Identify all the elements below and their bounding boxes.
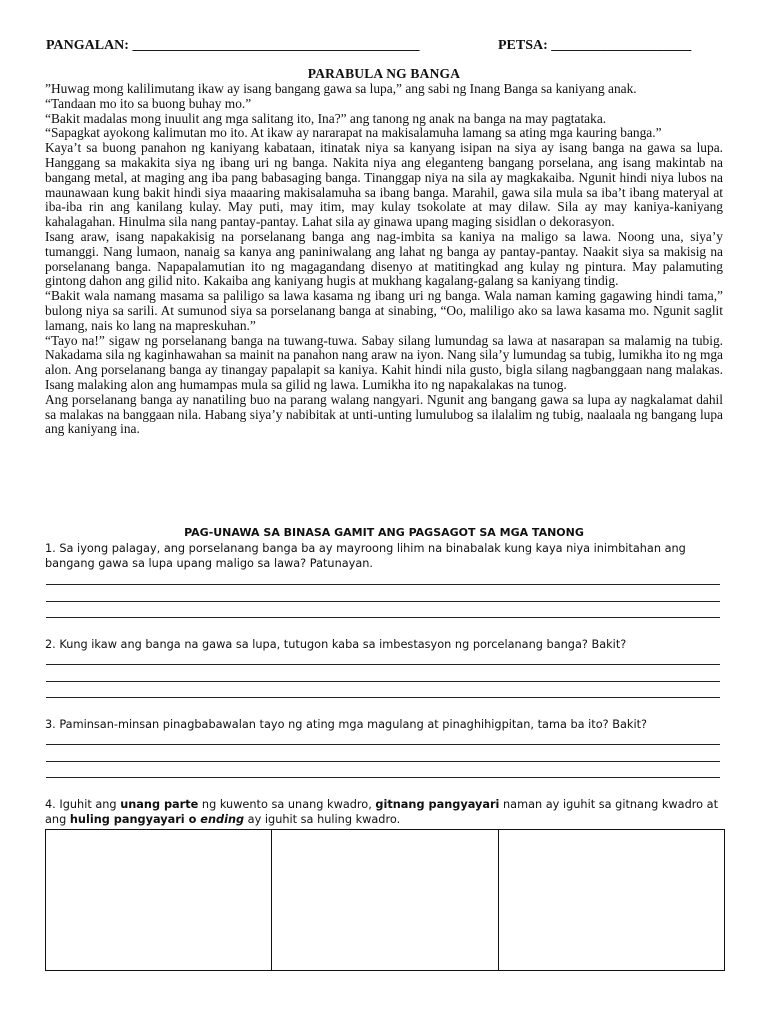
name-field-label: PANGALAN: _________________________________________ — [46, 38, 420, 53]
q4-text: naman ay iguhit sa gitnang kwadro at ang — [45, 798, 719, 826]
story-paragraph: Ang porselanang banga ay nanatiling buo na parang walang nangyari. Ngunit ang bangang gawa sa lupa ay nagkalamat dahil sa malakas na banggaan nila. Habang siya’y nabibitak at unti-unting lumulubog sa ilalalim ng tubig, naalaala ng bangang lupa ang kaniyang ina. — [45, 391, 723, 437]
q4-text: ng kuwento sa unang kwadro, — [198, 798, 376, 811]
q4-bold-last-event: huling pangyayari o — [69, 813, 201, 826]
answer-line[interactable] — [46, 664, 720, 665]
q4-text: 4. Iguhit ang — [45, 798, 121, 811]
q4-bold-first-part: unang parte — [120, 798, 199, 811]
story-title: PARABULA NG BANGA — [307, 66, 461, 81]
answer-line[interactable] — [46, 584, 720, 585]
answer-line[interactable] — [46, 777, 720, 778]
story-paragraph: Kaya’t sa buong panahon ng kaniyang kabataan, itinatak niya sa kanyang isipan na siya ay isang banga na gawa sa lupa. Hanggang sa makakita siya ng ibang uri ng banga. Nakita niya ang eleganteng bangang porselana, ang isang makintab na bangang metal, at maging ang iba pang babasaging banga. Tinanggap niya na sila ay magkakaiba. Ngunit hindi niya lubos na maunawaan kung bakit hindi siya maaaring makisalamuha sa ibang banga. Marahil, gawa sila mula sa iba’t ibang materyal at iba-iba rin ang kanilang kulay. May puti, may itim, may kulay tsokolate at may dilaw. Sila ay may kaniya-kaniyang kahalagahan. Hinulma sila nang pantay-pantay. Lahat sila ay ginawa upang maging sisidlan o dekorasyon. — [45, 140, 723, 230]
questions-heading: PAG-UNAWA SA BINASA GAMIT ANG PAGSAGOT SA MGA TANONG — [184, 526, 584, 539]
answer-line[interactable] — [46, 744, 720, 745]
drawing-box-last[interactable] — [499, 830, 724, 970]
answer-line[interactable] — [46, 617, 720, 618]
answer-line[interactable] — [46, 697, 720, 698]
story-paragraph: “Tayo na!” sigaw ng porselanang banga na tuwang-tuwa. Sabay silang lumundag sa lawa at nasarapan sa malamig na tubig. Nakadama sila ng kaginhawahan sa mainit na panahon nang araw na iyon. Nang sila’y lumundag sa tubig, lumikha ito ng mga alon. Ang porselanang banga ay tinangay papalapit sa kaniya. Kahit hindi nila gusto, bigla silang nagbanggaan nang malakas. Isang malaking alon ang humampas mula sa gilid ng lawa. Lumikha ito ng napakalakas na tunog. — [45, 332, 723, 392]
worksheet-header — [46, 38, 722, 58]
drawing-box-first[interactable] — [46, 830, 272, 970]
q4-text: ay iguhit sa huling kwadro. — [244, 813, 401, 826]
story-paragraph: “Sapagkat ayokong kalimutan mo ito. At ikaw ay nararapat na makisalamuha lamang sa ating mga kauring banga.” — [45, 125, 662, 141]
story-paragraph: “Bakit madalas mong inuulit ang mga salitang ito, Ina?” ang tanong ng anak na banga na may pagtataka. — [45, 110, 607, 126]
q4-bold-middle-event: gitnang pangyayari — [375, 798, 500, 811]
story-paragraph: Isang araw, isang napakakisig na porselanang banga ang nag-imbita sa kaniya na maligo sa lawa. Noong una, siya’y tumanggi. Nang lumaon, nanaig sa kanya ang paniniwalang ang lahat ng banga ay pantay-pantay. Naakit siya sa makisig na porselanang banga. Napapalamutian ito ng magagandang disenyo at matitingkad ang kulay ng pintura. May palamuting gintong dahon ang gilid nito. Kakaiba ang kaniyang hugis at mukhang kagalang-galang sa kaniyang tindig. — [45, 228, 723, 289]
drawing-box-middle[interactable] — [272, 830, 498, 970]
question-3: 3. Paminsan-minsan pinagbabawalan tayo ng ating mga magulang at pinaghihigpitan, tama ba ito? Bakit? — [45, 718, 648, 731]
q4-italic-ending: ending — [200, 813, 245, 826]
answer-line[interactable] — [46, 761, 720, 762]
answer-line[interactable] — [46, 601, 720, 602]
answer-line[interactable] — [46, 681, 720, 682]
story-body — [45, 82, 723, 437]
question-2: 2. Kung ikaw ang banga na gawa sa lupa, tutugon kaba sa imbestasyon ng porcelanang banga? Bakit? — [45, 638, 627, 651]
question-4 — [45, 797, 725, 827]
story-paragraph: “Bakit wala namang masama sa paliligo sa lawa kasama ng ibang uri ng banga. Wala naman kaming gagawing hindi tama,” bulong niya sa sarili. At sumunod siya sa porselanang banga at sinabing, “Oo, maliligo ako sa lawa kasama mo. Ngunit saglit lamang, nais ko lang na mapreskuhan.” — [45, 288, 723, 333]
question-1: 1. Sa iyong palagay, ang porselanang banga ba ay mayroong lihim na binabalak kung kaya niya inimbitahan ang bangang gawa sa lupa upang maligo sa lawa? Patunayan. — [45, 542, 686, 570]
story-paragraph: ”Huwag mong kalilimutang ikaw ay isang bangang gawa sa lupa,” ang sabi ng Inang Banga sa kaniyang anak. — [45, 81, 637, 96]
date-field-label: PETSA: ____________________ — [498, 38, 692, 53]
story-paragraph: “Tandaan mo ito sa buong buhay mo.” — [45, 95, 252, 111]
drawing-boxes — [45, 829, 725, 971]
